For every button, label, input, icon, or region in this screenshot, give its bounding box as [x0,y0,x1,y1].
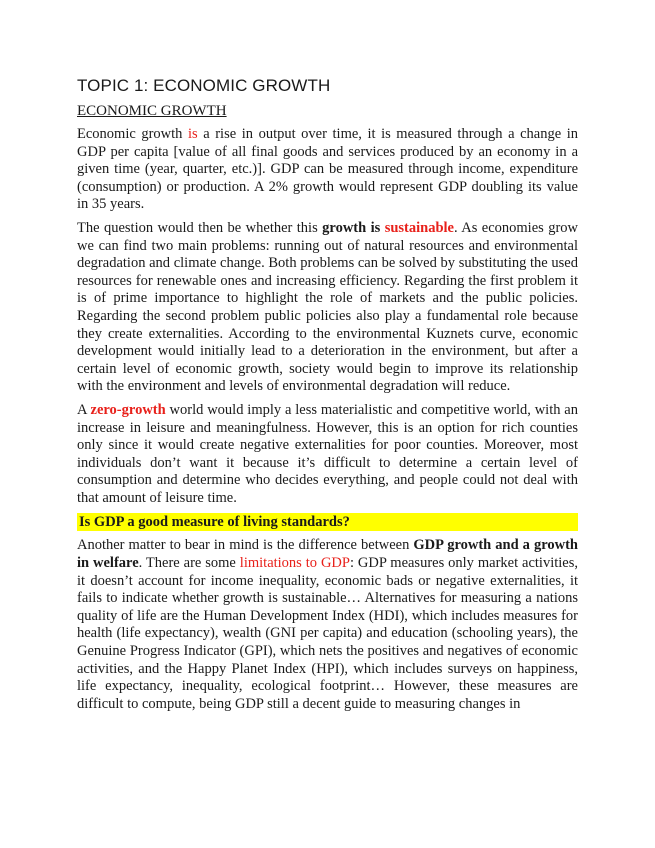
p1-text-a: Economic growth [77,126,188,142]
paragraph-zero-growth [77,402,578,508]
p4-text-c: : GDP measures only market activities, it doesn’t account for income inequality, economic bads or negative externalities, it fails to indicate whether growth is sustainable… Alternatives for measuring a nations quality of life are the Human Development Index (HDI), which includes measures for health (life expectancy), wealth (GNI per capita) and education (schooling years), the Genuine Progress Indicator (GPI), which nets the positives and negatives of economic activities, and the Happy Planet Index (HPI), which includes surveys on happiness, life expectancy, inequality, ecological footprint… However, these measures are difficult to compute, being GDP still a decent guide to measuring changes in [77,555,578,712]
section-subtitle: ECONOMIC GROWTH [77,103,227,119]
p1-text-b: a rise in output over time, it is measured through a change in GDP per capita [value of all final goods and services produced by an economy in a given time (year, quarter, etc.)]. GDP can be measured through income, expenditure (consumption) or production. A 2% growth would represent GDP doubling its value in 35 years. [77,126,578,213]
paragraph-sustainability [77,220,578,396]
p3-text-b: world would imply a less materialistic and competitive world, with an increase in leisure and meaningfulness. However, this is an option for rich counties only since it would create negative externalities for poor counties. Moreover, most individuals don’t want it because it’s difficult to determine a certain level of consumption and determine who decides everything, and people could not deal with that amount of leisure time. [77,401,578,506]
p2-text-a: The question would then be whether this [77,219,323,236]
p4-text-a: Another matter to bear in mind is the difference between [77,537,414,554]
page-title: TOPIC 1: ECONOMIC GROWTH [77,76,331,95]
p4-text-b: . There are some [138,555,240,572]
p3-text-a: A [77,401,91,418]
p3-keyword-zero-growth: zero-growth [90,401,166,418]
p2-text-b: . As economies grow we can find two main problems: running out of natural resources and environmental degradation and climate change. Both problems can be solved by substituting the used resources for renewable ones and increasing efficiency. Regarding the first problem it is of prime importance to highlight the role of markets and the public policies. Regarding the second problem public policies also play a fundamental role because they create externalities. According to the environmental Kuznets curve, economic development would initially lead to a deterioration in the environment, but after a certain level of economic growth, society would begin to improve its relationship with the environment and levels of environmental degradation will reduce. [77,219,578,395]
p4-bold-gdp-welfare: GDP growth and a growth in welfare [77,537,578,572]
p2-keyword-sustainable: sustainable [384,219,454,236]
p2-bold-growth: growth is [322,219,385,236]
paragraph-gdp-welfare [77,537,578,713]
p4-keyword-limitations: limitations to GDP [239,555,350,572]
p1-highlight-is: is [188,126,198,142]
highlighted-heading: Is GDP a good measure of living standards? [77,513,578,531]
paragraph-economic-growth [77,126,578,214]
